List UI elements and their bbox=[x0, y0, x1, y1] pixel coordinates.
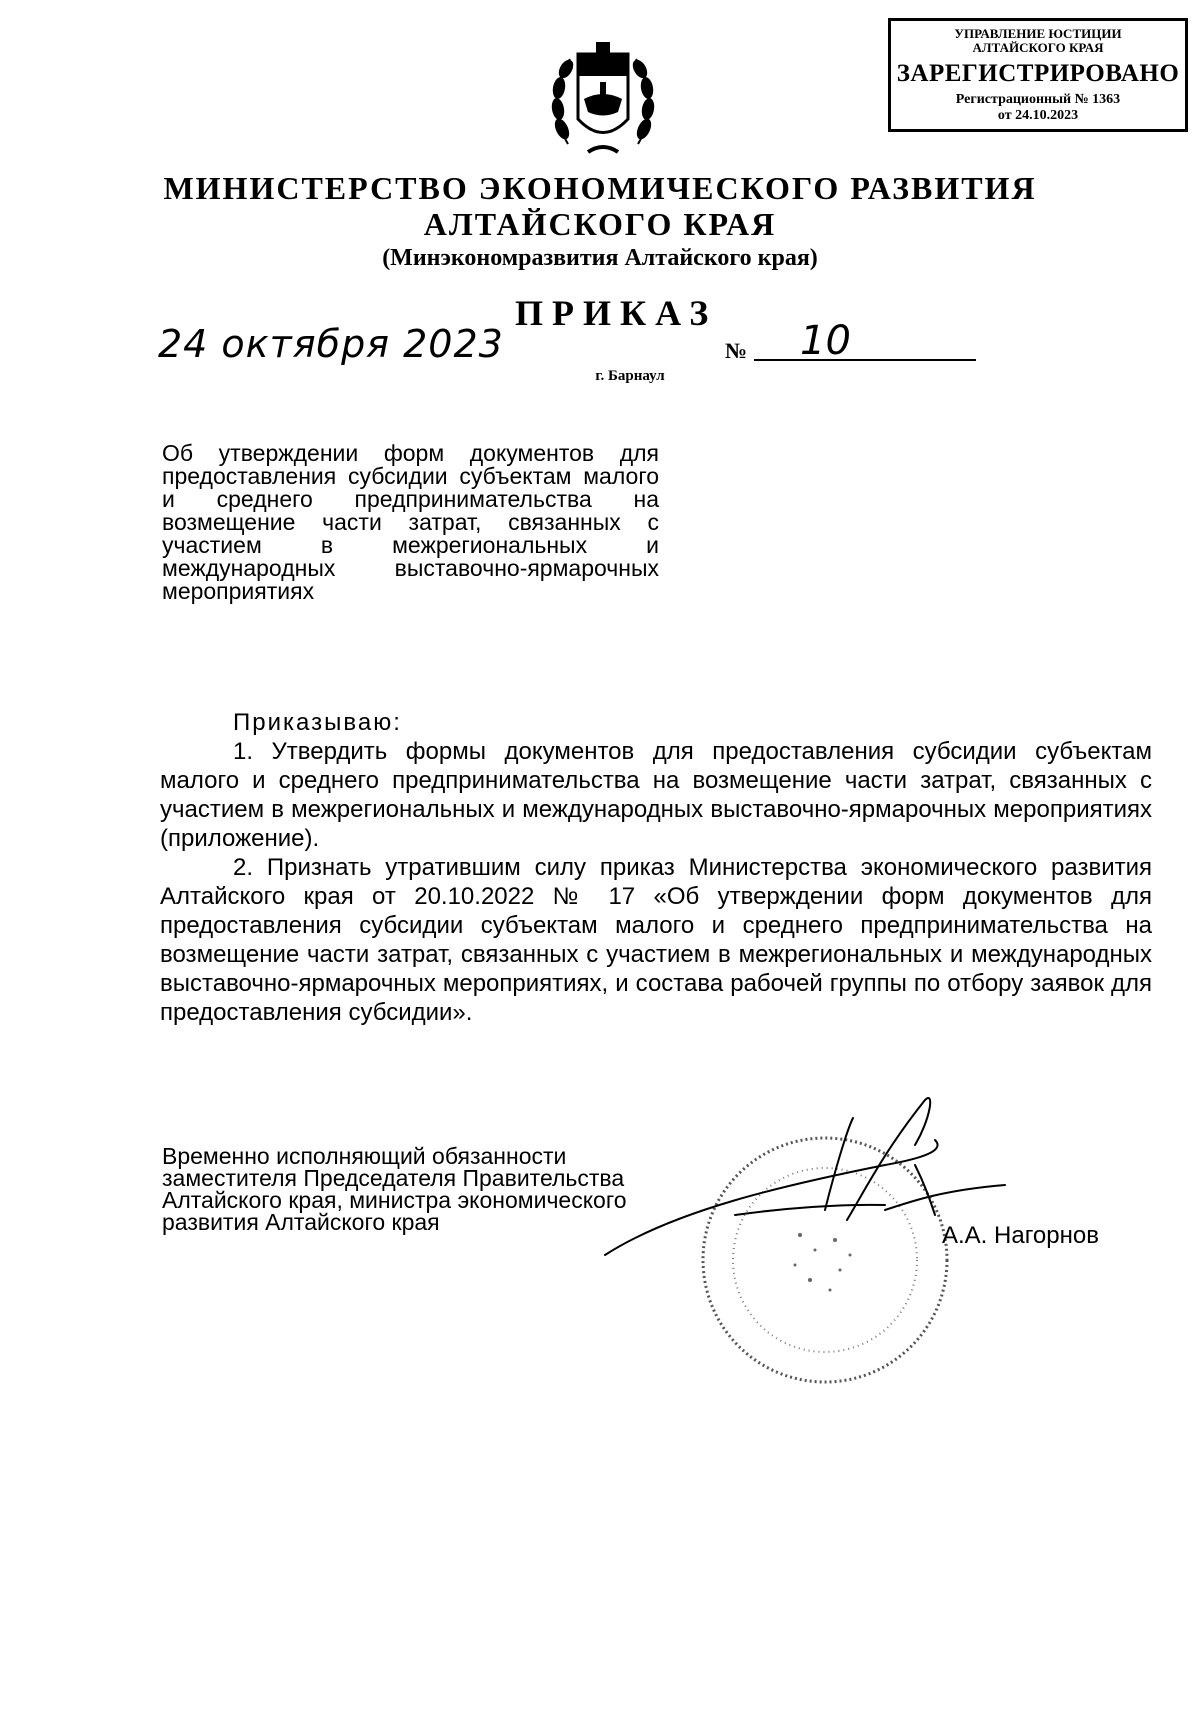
altai-krai-coat-of-arms-icon bbox=[548, 24, 658, 164]
ministry-short-name: (Минэкономразвития Алтайского края) bbox=[382, 245, 818, 271]
signatory-position-line4: развития Алтайского края bbox=[162, 1209, 440, 1235]
order-lead: Приказываю: bbox=[233, 709, 402, 736]
stamp-status: ЗАРЕГИСТРИРОВАНО bbox=[896, 60, 1180, 87]
signatory-position-line1: Временно исполняющий обязанности bbox=[162, 1143, 567, 1169]
document-type-title: ПРИКАЗ bbox=[515, 293, 718, 333]
handwritten-signature-icon bbox=[585, 1090, 1015, 1280]
stamp-authority-line2: АЛТАЙСКОГО КРАЯ bbox=[972, 40, 1104, 55]
order-item-2: 2. Признать утратившим силу приказ Министерства экономического развития Алтайского края от 20.10.2022 № 17 «Об утверждении форм документов для предоставления субсидии субъектам малого и среднего предпринимательства на возмещение части затрат, связанных с участием в межрегиональных и международных выставочно-ярмарочных мероприятиях, и состава рабочей группы по отбору заявок для предоставления субсидии». bbox=[160, 854, 1152, 1026]
order-item-1: 1. Утвердить формы документов для предоставления субсидии субъектам малого и среднего предпринимательства на возмещение части затрат, связанных с участием в межрегиональных и международных выставочно-ярмарочных мероприятиях (приложение). bbox=[160, 738, 1152, 852]
order-number-label: № bbox=[725, 338, 748, 363]
issue-city-wrapper bbox=[0, 368, 1200, 385]
order-number: 10 bbox=[800, 318, 851, 364]
registration-stamp bbox=[888, 18, 1188, 132]
ministry-title-line1: МИНИСТЕРСТВО ЭКОНОМИЧЕСКОГО РАЗВИТИЯ bbox=[163, 170, 1037, 206]
signatory-position-line3: Алтайского края, министра экономического bbox=[162, 1187, 627, 1213]
signatory-name: А.А. Нагорнов bbox=[942, 1222, 1099, 1249]
ministry-title-line2: АЛТАЙСКОГО КРАЯ bbox=[423, 206, 777, 242]
order-number-underline bbox=[754, 359, 976, 361]
signatory-position-line2: заместителя Председателя Правительства bbox=[162, 1165, 625, 1191]
order-date: 24 октября 2023 bbox=[158, 322, 504, 366]
order-subject: Об утверждении форм документов для предоставления субсидии субъектам малого и среднего предпринимательства на возмещение части затрат, связанных с участием в межрегиональных и международных выставочно-ярмарочных мероприятиях bbox=[162, 440, 659, 604]
order-body bbox=[160, 708, 1152, 1027]
stamp-authority-line1: УПРАВЛЕНИЕ ЮСТИЦИИ bbox=[954, 26, 1122, 41]
stamp-reg-number: Регистрационный № 1363 bbox=[955, 92, 1121, 107]
stamp-reg-date: от 24.10.2023 bbox=[997, 108, 1079, 123]
issue-city: г. Барнаул bbox=[595, 368, 665, 384]
